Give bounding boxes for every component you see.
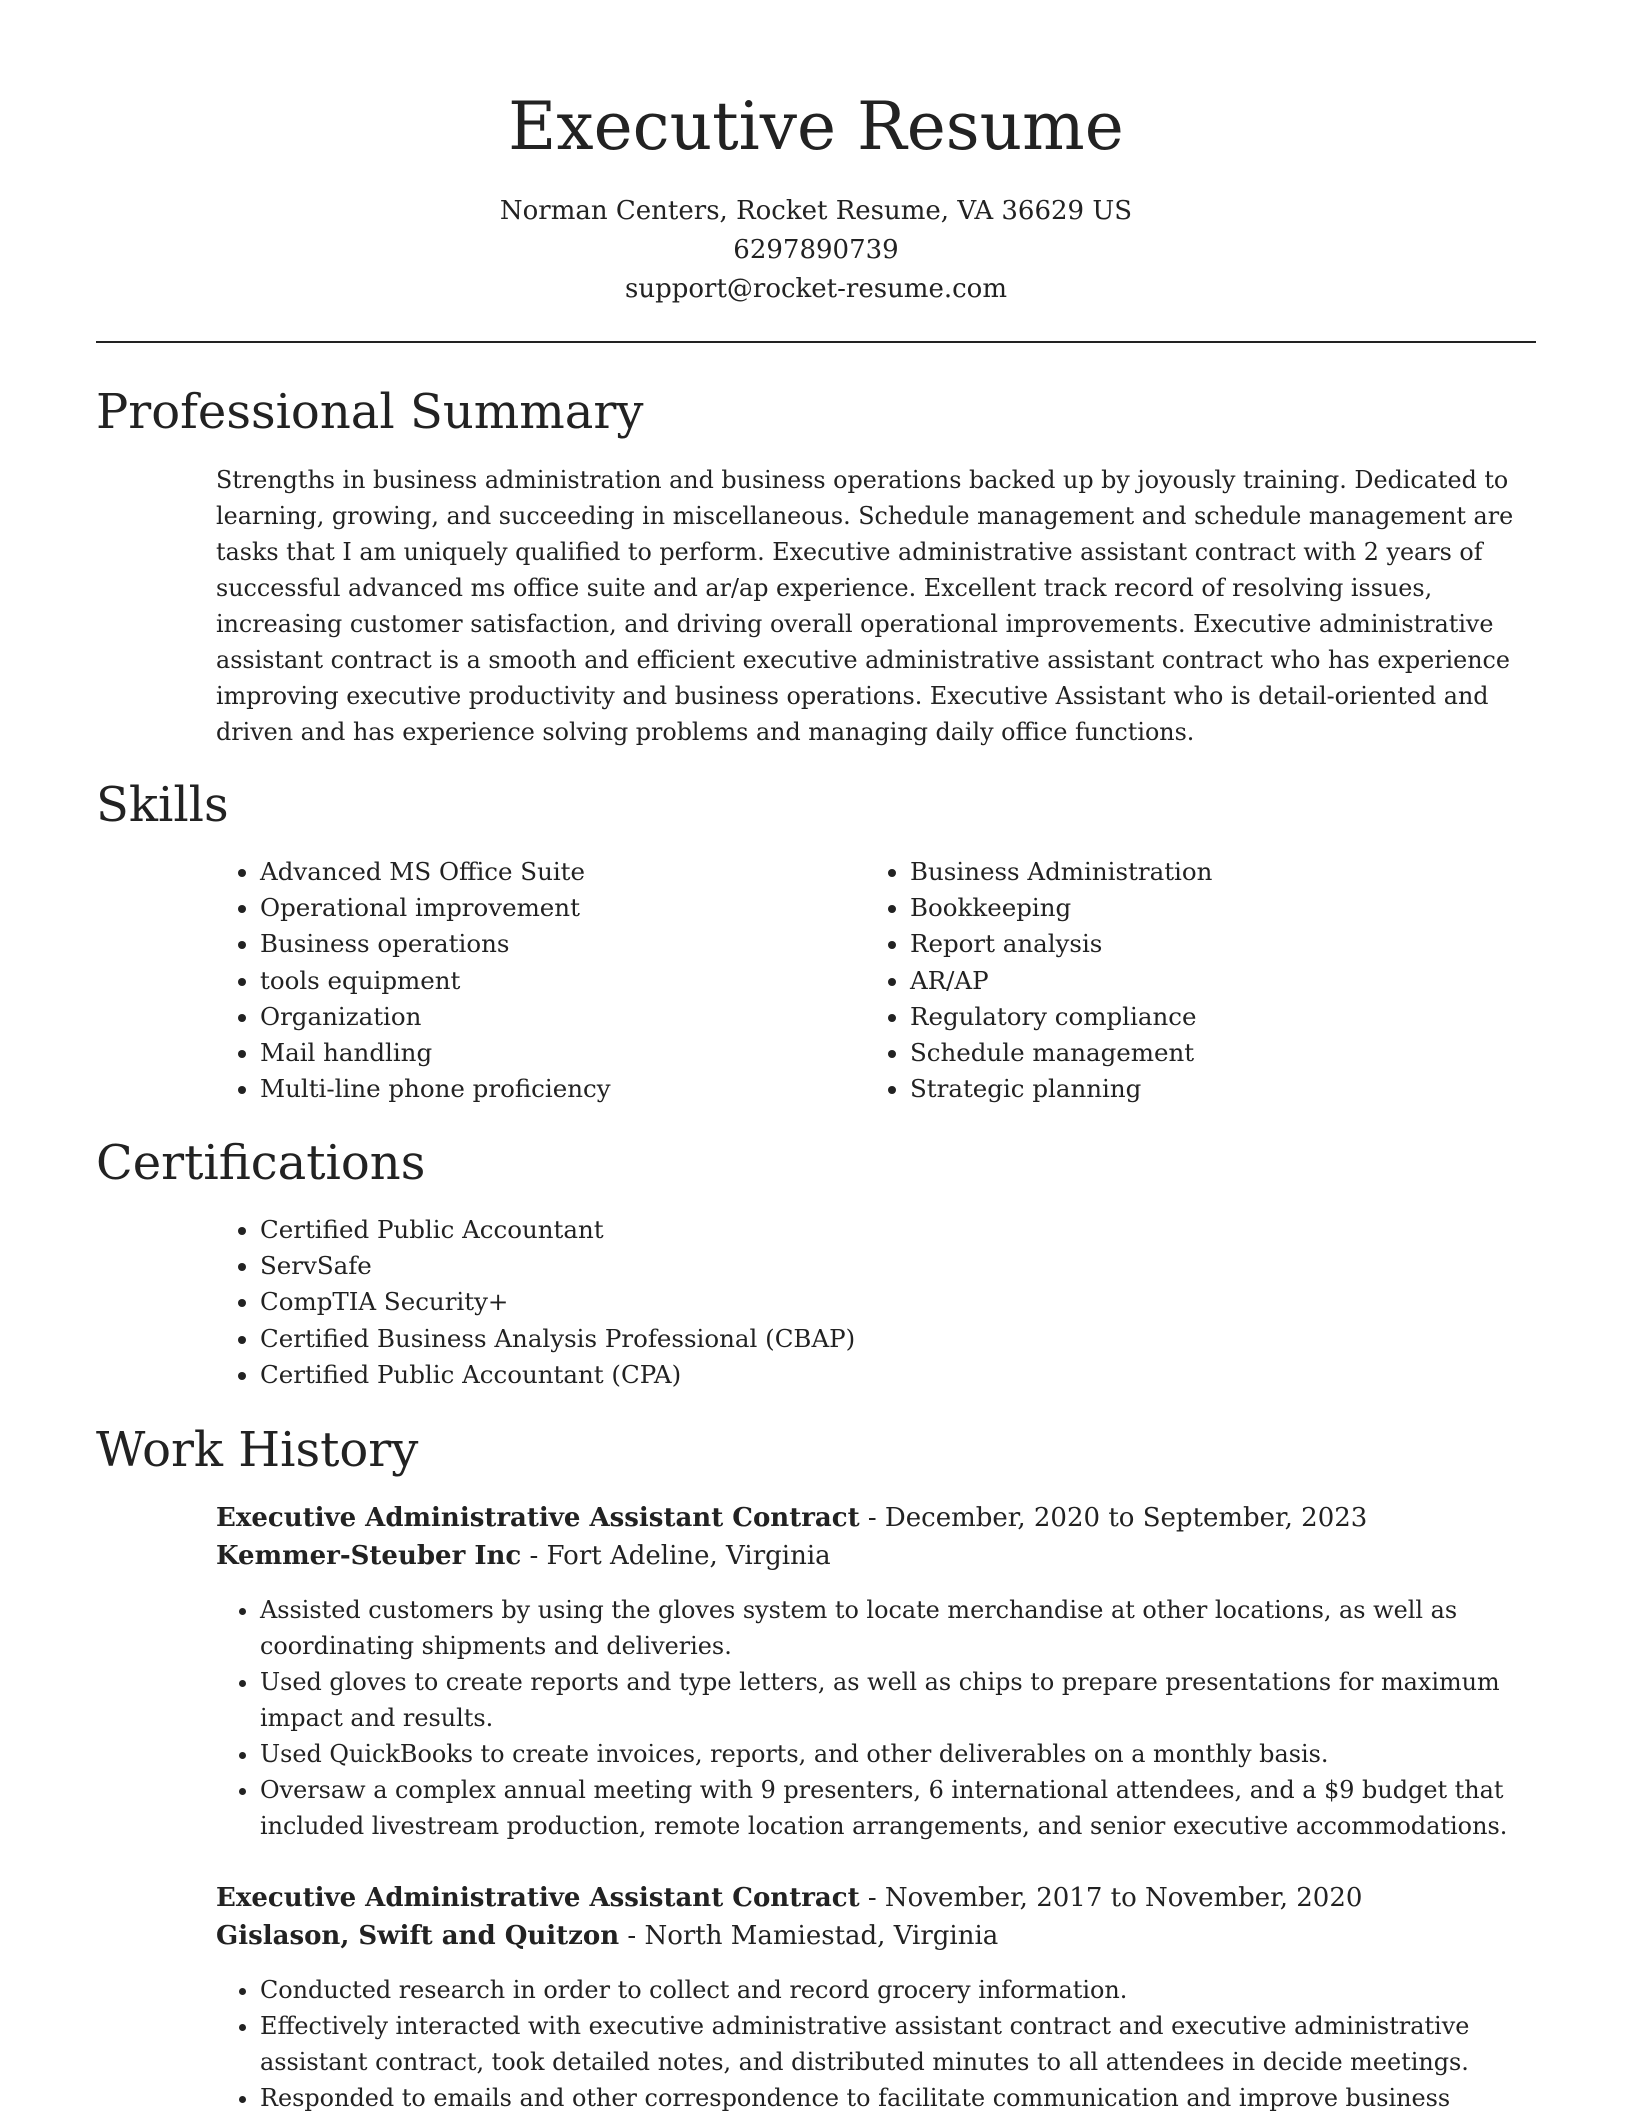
skill-item: • tools equipment: [260, 963, 860, 999]
skill-item: • Business operations: [260, 926, 860, 962]
job-title: Executive Administrative Assistant Contract: [216, 1883, 860, 1913]
job-company: Gislason, Swift and Quitzon: [216, 1921, 620, 1951]
skill-item: • Multi-line phone proficiency: [260, 1071, 860, 1107]
job-dates: - December, 2020 to September, 2023: [859, 1503, 1368, 1533]
skill-item: • Advanced MS Office Suite: [260, 854, 860, 890]
contact-address: Norman Centers, Rocket Resume, VA 36629 US: [499, 196, 1133, 226]
certification-item: • Certified Business Analysis Professional (CBAP): [260, 1321, 1580, 1357]
responsibility-item: • Responded to emails and other correspondence to facilitate communication and improve business: [260, 2080, 1580, 2116]
job-title: Executive Administrative Assistant Contract: [216, 1503, 860, 1533]
skill-item: • Report analysis: [910, 926, 1510, 962]
skill-item: • Regulatory compliance: [910, 999, 1510, 1035]
responsibility-item: • Assisted customers by using the gloves system to locate merchandise at other locations, as well as coordinating shipments and deliveries.: [260, 1592, 1580, 1664]
job-responsibilities: [216, 1972, 1580, 2116]
contact-email: support@rocket-resume.com: [624, 274, 1007, 304]
certification-item: • ServSafe: [260, 1248, 1580, 1284]
skills-list-right: [866, 854, 1510, 1107]
certifications-list: [216, 1212, 1580, 1393]
job-company-line: [216, 1537, 831, 1575]
job-company-line: [216, 1917, 998, 1955]
job-location: - North Mamiestad, Virginia: [619, 1921, 999, 1951]
certification-item: • Certified Public Accountant: [260, 1212, 1580, 1248]
skills-list-left: [216, 854, 860, 1107]
skill-item: • AR/AP: [910, 963, 1510, 999]
header-divider: [96, 341, 1536, 343]
work-history-heading: Work History: [96, 1422, 419, 1478]
certification-item: • Certified Public Accountant (CPA): [260, 1357, 1580, 1393]
skill-item: • Mail handling: [260, 1035, 860, 1071]
certifications-heading: Certifications: [96, 1135, 426, 1191]
skill-item: • Bookkeeping: [910, 890, 1510, 926]
responsibility-item: • Used gloves to create reports and type letters, as well as chips to prepare presentations for maximum impact and results.: [260, 1664, 1580, 1736]
job-dates: - November, 2017 to November, 2020: [859, 1883, 1363, 1913]
skill-item: • Schedule management: [910, 1035, 1510, 1071]
skill-item: • Business Administration: [910, 854, 1510, 890]
job-responsibilities: [216, 1592, 1580, 1844]
contact-phone: 6297890739: [733, 235, 899, 265]
job-company: Kemmer-Steuber Inc: [216, 1541, 522, 1571]
job-title-line: [216, 1499, 1367, 1537]
resume-title: Executive Resume: [508, 88, 1124, 165]
skill-item: • Operational improvement: [260, 890, 860, 926]
job-title-line: [216, 1879, 1362, 1917]
skill-item: • Strategic planning: [910, 1071, 1510, 1107]
skills-heading: Skills: [96, 777, 229, 833]
responsibility-item: • Effectively interacted with executive administrative assistant contract and executive administrative assistant contract, took detailed notes, and distributed minutes to all attendees in decide meetings.: [260, 2008, 1580, 2080]
responsibility-item: • Oversaw a complex annual meeting with 9 presenters, 6 international attendees, and a $9 budget that included livestream production, remote location arrangements, and senior executive accommodations.: [260, 1772, 1580, 1844]
certification-item: • CompTIA Security+: [260, 1284, 1580, 1320]
skill-item: • Organization: [260, 999, 860, 1035]
job-location: - Fort Adeline, Virginia: [521, 1541, 831, 1571]
responsibility-item: • Conducted research in order to collect and record grocery information.: [260, 1972, 1580, 2008]
contact-info: [0, 192, 1632, 309]
summary-text: Strengths in business administration and business operations backed up by joyously training. Dedicated to learning, growing, and succeeding in miscellaneous. Schedule management and schedule management are tasks that I am uniquely qualified to perform. Executive administrative assistant contract with 2 years of successful advanced ms office suite and ar/ap experience. Excellent track record of resolving issues, increasing customer satisfaction, and driving overall operational improvements. Executive administrative assistant contract is a smooth and efficient executive administrative assistant contract who has experience improving executive productivity and business operations. Executive Assistant who is detail-oriented and driven and has experience solving problems and managing daily office functions.: [216, 466, 1514, 746]
responsibility-item: • Used QuickBooks to create invoices, reports, and other deliverables on a monthly basis.: [260, 1736, 1580, 1772]
summary-heading: Professional Summary: [96, 384, 644, 440]
